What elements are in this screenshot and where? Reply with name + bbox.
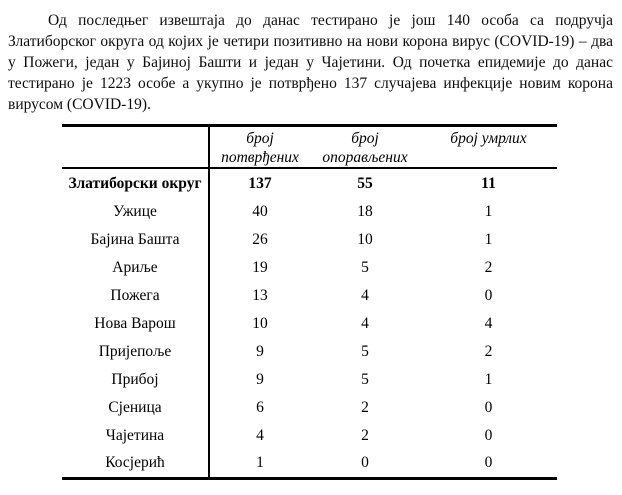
table-row xyxy=(62,450,557,478)
municipality-name: Ужице xyxy=(62,198,209,226)
municipality-name: Чајетина xyxy=(62,422,209,450)
municipality-name: Бајина Башта xyxy=(62,226,209,254)
municipality-name: Сјеница xyxy=(62,394,209,422)
deaths-count: 0 xyxy=(484,454,493,472)
confirmed-count: 13 xyxy=(252,287,268,304)
recovered-count: 2 xyxy=(361,399,369,416)
table-row-total xyxy=(62,168,557,198)
confirmed-count: 26 xyxy=(252,231,268,248)
header-deaths: број умрлих xyxy=(420,126,557,169)
table-row xyxy=(62,422,557,450)
confirmed-count: 6 xyxy=(256,399,264,416)
district-total-deaths: 11 xyxy=(481,174,496,192)
recovered-count: 0 xyxy=(361,454,369,472)
header-municipality xyxy=(62,126,209,169)
deaths-count: 0 xyxy=(484,427,493,444)
confirmed-count: 10 xyxy=(252,315,268,332)
municipality-name: Косјерић xyxy=(62,450,209,478)
confirmed-count: 1 xyxy=(256,454,264,472)
table-row xyxy=(62,198,557,226)
table-row xyxy=(62,394,557,422)
municipality-name: Ариље xyxy=(62,254,209,282)
confirmed-count: 9 xyxy=(256,343,264,360)
deaths-count: 4 xyxy=(484,315,493,332)
document-page xyxy=(0,10,622,495)
recovered-count: 5 xyxy=(361,371,369,388)
recovered-count: 18 xyxy=(357,203,373,220)
header-recovered: број опорављених xyxy=(310,126,420,169)
recovered-count: 5 xyxy=(361,259,369,276)
table-row xyxy=(62,310,557,338)
deaths-count: 1 xyxy=(484,371,493,388)
table-row xyxy=(62,254,557,282)
recovered-count: 4 xyxy=(361,287,369,304)
recovered-count: 5 xyxy=(361,343,369,360)
district-total-confirmed: 137 xyxy=(248,174,272,192)
municipality-name: Прибој xyxy=(62,366,209,394)
district-total-recovered: 55 xyxy=(357,174,373,192)
covid-stats-table xyxy=(62,124,557,480)
deaths-count: 0 xyxy=(484,399,493,416)
confirmed-count: 4 xyxy=(256,427,264,444)
district-total-name: Златиборски округ xyxy=(62,168,209,198)
municipality-name: Пријепоље xyxy=(62,338,209,366)
table-row xyxy=(62,366,557,394)
municipality-name: Нова Варош xyxy=(62,310,209,338)
deaths-count: 0 xyxy=(484,287,493,304)
header-confirmed: број потврђених xyxy=(209,126,310,169)
table-header-row xyxy=(62,126,557,169)
table-row xyxy=(62,226,557,254)
recovered-count: 2 xyxy=(361,427,369,444)
deaths-count: 1 xyxy=(484,203,493,220)
recovered-count: 10 xyxy=(357,231,373,248)
deaths-count: 1 xyxy=(484,231,493,248)
confirmed-count: 9 xyxy=(256,371,264,388)
deaths-count: 2 xyxy=(484,259,493,276)
municipality-name: Пожега xyxy=(62,282,209,310)
deaths-count: 2 xyxy=(484,343,493,360)
confirmed-count: 19 xyxy=(252,259,268,276)
confirmed-count: 40 xyxy=(252,203,268,220)
intro-paragraph: Од последњег извештаја до данас тестирано је још 140 особа са подручја Златиборског округа од којих је четири позитивно на нови корона вирус (COVID-19) – два у Пожеги, један у Бајиној Башти и један у Чајетини. Од почетка епидемије до данас тестирано је 1223 особе а укупно је потврђено 137 случајева инфекције новим корона вирусом (COVID-19). xyxy=(8,12,613,113)
table-row xyxy=(62,282,557,310)
recovered-count: 4 xyxy=(361,315,369,332)
table-row xyxy=(62,338,557,366)
